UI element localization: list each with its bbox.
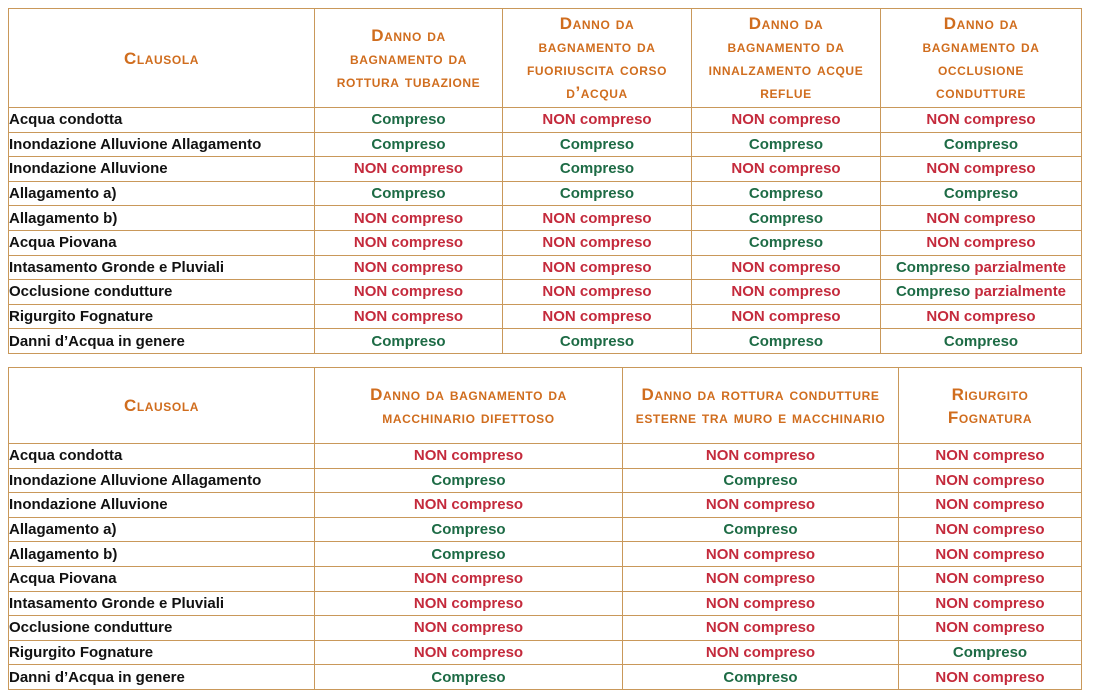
coverage-cell [899, 493, 1082, 518]
coverage-status: NON compreso [542, 209, 652, 227]
table-row [9, 591, 1082, 616]
coverage-cell [315, 329, 503, 354]
coverage-cell [692, 255, 881, 280]
coverage-cell [692, 132, 881, 157]
coverage-status: NON compreso [353, 209, 464, 227]
coverage-status: NON compreso [935, 521, 1045, 539]
coverage-cell [315, 542, 623, 567]
coverage-status: NON compreso [935, 545, 1045, 563]
coverage-cell [881, 230, 1082, 255]
coverage-status: Compreso [431, 521, 506, 539]
coverage-cell [881, 304, 1082, 329]
coverage-status: Compreso [371, 185, 446, 203]
column-header: Rigurgito Fognatura [899, 368, 1082, 444]
clause-label: Rigurgito Fognature [9, 640, 315, 665]
coverage-status: NON compreso [413, 644, 524, 662]
coverage-cell [692, 206, 881, 231]
coverage-status: Compreso [723, 668, 798, 686]
coverage-status: NON compreso [935, 619, 1045, 637]
coverage-status: NON compreso [542, 258, 652, 276]
coverage-status: Compreso [895, 258, 971, 276]
column-header: Danno da bagnamento da innalzamento acque reflue [692, 9, 881, 108]
table-row [9, 181, 1082, 206]
coverage-status: Compreso [895, 283, 971, 301]
coverage-cell [881, 181, 1082, 206]
clause-label: Intasamento Gronde e Pluviali [9, 255, 315, 280]
coverage-status: NON compreso [926, 209, 1036, 227]
clause-label: Allagamento a) [9, 181, 315, 206]
coverage-cell [315, 132, 503, 157]
coverage-cell [503, 329, 692, 354]
coverage-status: NON compreso [413, 570, 524, 588]
table-row [9, 665, 1082, 690]
clause-label: Allagamento b) [9, 542, 315, 567]
coverage-cell [315, 280, 503, 305]
coverage-status: Compreso [559, 332, 635, 350]
coverage-status: Compreso [371, 135, 446, 153]
coverage-status: Compreso [748, 185, 824, 203]
coverage-cell [623, 616, 899, 641]
clause-label: Danni d’Acqua in genere [9, 665, 315, 690]
coverage-cell [623, 665, 899, 690]
clause-label: Inondazione Alluvione Allagamento [9, 132, 315, 157]
clause-label: Occlusione condutture [9, 280, 315, 305]
coverage-cell [315, 157, 503, 182]
coverage-status: NON compreso [731, 308, 841, 326]
coverage-cell [503, 108, 692, 133]
coverage-cell [315, 665, 623, 690]
coverage-cell [503, 230, 692, 255]
table-row [9, 468, 1082, 493]
coverage-cell [503, 206, 692, 231]
coverage-cell [881, 108, 1082, 133]
coverage-status: NON compreso [705, 619, 816, 637]
column-header: Danno da bagnamento da fuoriuscita corso d’acqua [503, 9, 692, 108]
coverage-cell [899, 517, 1082, 542]
clause-label: Inondazione Alluvione Allagamento [9, 468, 315, 493]
coverage-cell [881, 132, 1082, 157]
coverage-status: NON compreso [731, 283, 841, 301]
coverage-cell [692, 181, 881, 206]
coverage-status: NON compreso [705, 496, 816, 514]
coverage-cell [315, 304, 503, 329]
table-row [9, 329, 1082, 354]
coverage-cell [315, 108, 503, 133]
coverage-status: NON compreso [353, 258, 464, 276]
coverage-status: Compreso [371, 332, 446, 350]
coverage-status: Compreso [748, 332, 824, 350]
coverage-cell [315, 181, 503, 206]
coverage-cell [692, 280, 881, 305]
column-header: Danno da bagnamento da rottura tubazione [315, 9, 503, 108]
coverage-cell [315, 255, 503, 280]
coverage-status: NON compreso [542, 234, 652, 252]
coverage-status: Compreso [723, 471, 798, 489]
coverage-cell [899, 566, 1082, 591]
table-row [9, 493, 1082, 518]
coverage-status: NON compreso [705, 447, 816, 465]
coverage-cell [503, 157, 692, 182]
coverage-cell [315, 616, 623, 641]
coverage-status: Compreso [748, 234, 824, 252]
column-header: Danno da bagnamento da macchinario difettoso [315, 368, 623, 444]
coverage-status: Compreso [559, 185, 635, 203]
coverage-cell [623, 566, 899, 591]
coverage-cell [503, 280, 692, 305]
clause-label: Allagamento b) [9, 206, 315, 231]
clause-label: Inondazione Alluvione [9, 157, 315, 182]
clause-header: Clausola [9, 368, 315, 444]
table-row [9, 206, 1082, 231]
coverage-status: NON compreso [935, 471, 1045, 489]
coverage-cell [503, 304, 692, 329]
coverage-table-1 [8, 8, 1082, 354]
coverage-status: NON compreso [731, 111, 841, 129]
coverage-status: NON compreso [353, 234, 464, 252]
table-row [9, 157, 1082, 182]
table-row [9, 280, 1082, 305]
coverage-cell [315, 640, 623, 665]
coverage-qualifier: parzialmente [974, 258, 1067, 276]
coverage-status: NON compreso [413, 496, 524, 514]
coverage-cell [623, 640, 899, 665]
coverage-cell [623, 468, 899, 493]
coverage-cell [899, 591, 1082, 616]
table-row [9, 616, 1082, 641]
coverage-cell [899, 665, 1082, 690]
table-row [9, 517, 1082, 542]
coverage-cell [503, 132, 692, 157]
coverage-status: NON compreso [731, 258, 841, 276]
coverage-status: NON compreso [705, 570, 816, 588]
coverage-status: NON compreso [731, 160, 841, 178]
coverage-status: NON compreso [413, 619, 524, 637]
coverage-status: Compreso [431, 668, 506, 686]
coverage-status: Compreso [943, 332, 1019, 350]
coverage-table-2-body [9, 444, 1082, 690]
coverage-status: Compreso [559, 160, 635, 178]
table-row [9, 640, 1082, 665]
clause-header: Clausola [9, 9, 315, 108]
clause-label: Occlusione condutture [9, 616, 315, 641]
coverage-status: NON compreso [935, 668, 1045, 686]
coverage-status: NON compreso [705, 594, 816, 612]
coverage-cell [315, 230, 503, 255]
coverage-status: Compreso [559, 135, 635, 153]
table-row [9, 444, 1082, 469]
coverage-cell [881, 329, 1082, 354]
clause-label: Rigurgito Fognature [9, 304, 315, 329]
coverage-status: NON compreso [926, 111, 1036, 129]
clause-label: Acqua condotta [9, 108, 315, 133]
clause-label: Acqua condotta [9, 444, 315, 469]
coverage-cell [315, 444, 623, 469]
table-row [9, 255, 1082, 280]
coverage-cell [623, 517, 899, 542]
coverage-cell [899, 640, 1082, 665]
coverage-status: NON compreso [926, 308, 1036, 326]
coverage-status: Compreso [431, 545, 506, 563]
coverage-cell [315, 206, 503, 231]
table-row [9, 132, 1082, 157]
coverage-cell [881, 255, 1082, 280]
table-row [9, 566, 1082, 591]
coverage-status: Compreso [723, 521, 798, 539]
coverage-status: Compreso [943, 185, 1019, 203]
coverage-status: NON compreso [353, 160, 464, 178]
coverage-status: NON compreso [542, 111, 652, 129]
coverage-cell [881, 280, 1082, 305]
coverage-cell [692, 230, 881, 255]
coverage-table-2 [8, 367, 1082, 690]
coverage-status: NON compreso [935, 570, 1045, 588]
coverage-cell [623, 591, 899, 616]
coverage-status: NON compreso [705, 545, 816, 563]
coverage-cell [623, 493, 899, 518]
coverage-status: NON compreso [935, 594, 1045, 612]
clause-label: Danni d’Acqua in genere [9, 329, 315, 354]
coverage-status: NON compreso [926, 234, 1036, 252]
coverage-cell [881, 157, 1082, 182]
coverage-status: NON compreso [413, 594, 524, 612]
coverage-status: NON compreso [353, 308, 464, 326]
coverage-cell [899, 542, 1082, 567]
clause-label: Acqua Piovana [9, 566, 315, 591]
coverage-status: Compreso [748, 209, 824, 227]
coverage-cell [315, 468, 623, 493]
coverage-cell [692, 157, 881, 182]
coverage-table-1-body [9, 108, 1082, 354]
column-header: Danno da bagnamento da occlusione condutture [881, 9, 1082, 108]
coverage-cell [899, 616, 1082, 641]
coverage-status: NON compreso [542, 308, 652, 326]
coverage-cell [692, 108, 881, 133]
clause-label: Inondazione Alluvione [9, 493, 315, 518]
coverage-cell [503, 255, 692, 280]
coverage-status: NON compreso [935, 447, 1045, 465]
coverage-cell [881, 206, 1082, 231]
coverage-status: NON compreso [935, 496, 1045, 514]
coverage-status: Compreso [371, 111, 446, 129]
coverage-status: Compreso [431, 471, 506, 489]
coverage-status: NON compreso [353, 283, 464, 301]
coverage-cell [315, 591, 623, 616]
coverage-status: Compreso [748, 135, 824, 153]
table-row [9, 542, 1082, 567]
table-row [9, 304, 1082, 329]
clause-label: Acqua Piovana [9, 230, 315, 255]
coverage-status: NON compreso [705, 644, 816, 662]
coverage-cell [623, 444, 899, 469]
clause-label: Allagamento a) [9, 517, 315, 542]
coverage-cell [899, 444, 1082, 469]
coverage-status: Compreso [952, 644, 1028, 662]
table-row [9, 108, 1082, 133]
coverage-cell [315, 566, 623, 591]
coverage-status: NON compreso [542, 283, 652, 301]
column-header: Danno da rottura condutture esterne tra muro e macchinario [623, 368, 899, 444]
clause-label: Intasamento Gronde e Pluviali [9, 591, 315, 616]
coverage-cell [623, 542, 899, 567]
coverage-cell [899, 468, 1082, 493]
coverage-cell [692, 304, 881, 329]
table-row [9, 230, 1082, 255]
coverage-cell [315, 493, 623, 518]
coverage-cell [503, 181, 692, 206]
coverage-status: NON compreso [413, 447, 524, 465]
coverage-qualifier: parzialmente [974, 283, 1067, 301]
coverage-status: Compreso [943, 135, 1019, 153]
coverage-cell [692, 329, 881, 354]
coverage-status: NON compreso [926, 160, 1036, 178]
coverage-cell [315, 517, 623, 542]
